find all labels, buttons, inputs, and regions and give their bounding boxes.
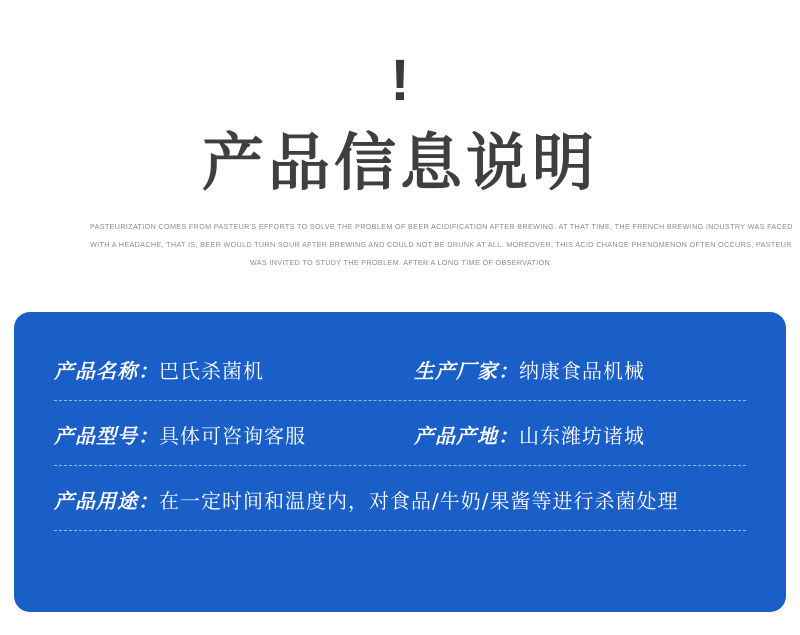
header-block xyxy=(0,0,800,272)
info-label: 产品产地： xyxy=(414,423,519,448)
info-label: 生产厂家： xyxy=(414,358,519,383)
info-field-origin xyxy=(414,420,746,449)
intro-paragraph xyxy=(90,218,793,272)
info-field-model xyxy=(54,420,414,449)
info-value: 纳康食品机械 xyxy=(519,358,645,383)
info-row xyxy=(54,482,746,516)
info-field-product-name xyxy=(54,355,414,384)
info-field-usage xyxy=(54,485,746,514)
product-info-panel xyxy=(14,312,786,612)
row-divider xyxy=(54,530,746,531)
exclamation-mark-icon: ! xyxy=(390,48,410,113)
info-value: 巴氏杀菌机 xyxy=(159,358,264,383)
info-label: 产品名称： xyxy=(54,358,159,383)
info-field-manufacturer xyxy=(414,355,746,384)
product-info-list xyxy=(54,346,746,582)
intro-paragraph-line-1: PASTEURIZATION COMES FROM PASTEUR'S EFFORTS TO SOLVE THE PROBLEM OF BEER ACIDIFICATION AFTER BREWING. AT THAT TIME, THE FRENCH BREWING INDUSTRY WAS FACED xyxy=(90,222,793,231)
info-value: 具体可咨询客服 xyxy=(159,423,306,448)
info-label: 产品用途： xyxy=(54,488,159,513)
info-row xyxy=(54,417,746,451)
row-divider xyxy=(54,465,746,466)
info-value: 在一定时间和温度内，对食品/牛奶/果酱等进行杀菌处理 xyxy=(159,488,679,513)
page-title: 产品信息说明 xyxy=(201,126,598,199)
intro-paragraph-line-2: WITH A HEADACHE, THAT IS, BEER WOULD TURN SOUR AFTER BREWING AND COULD NOT BE DRUNK AT ALL. MOREOVER, THIS ACID CHANGE PHENOMENON OFTEN OCCURS, PASTEUR xyxy=(90,240,792,249)
info-row xyxy=(54,352,746,386)
row-divider xyxy=(54,400,746,401)
info-value: 山东潍坊诸城 xyxy=(519,423,645,448)
info-label: 产品型号： xyxy=(54,423,159,448)
intro-paragraph-line-3: WAS INVITED TO STUDY THE PROBLEM. AFTER A LONG TIME OF OBSERVATION xyxy=(249,258,551,267)
